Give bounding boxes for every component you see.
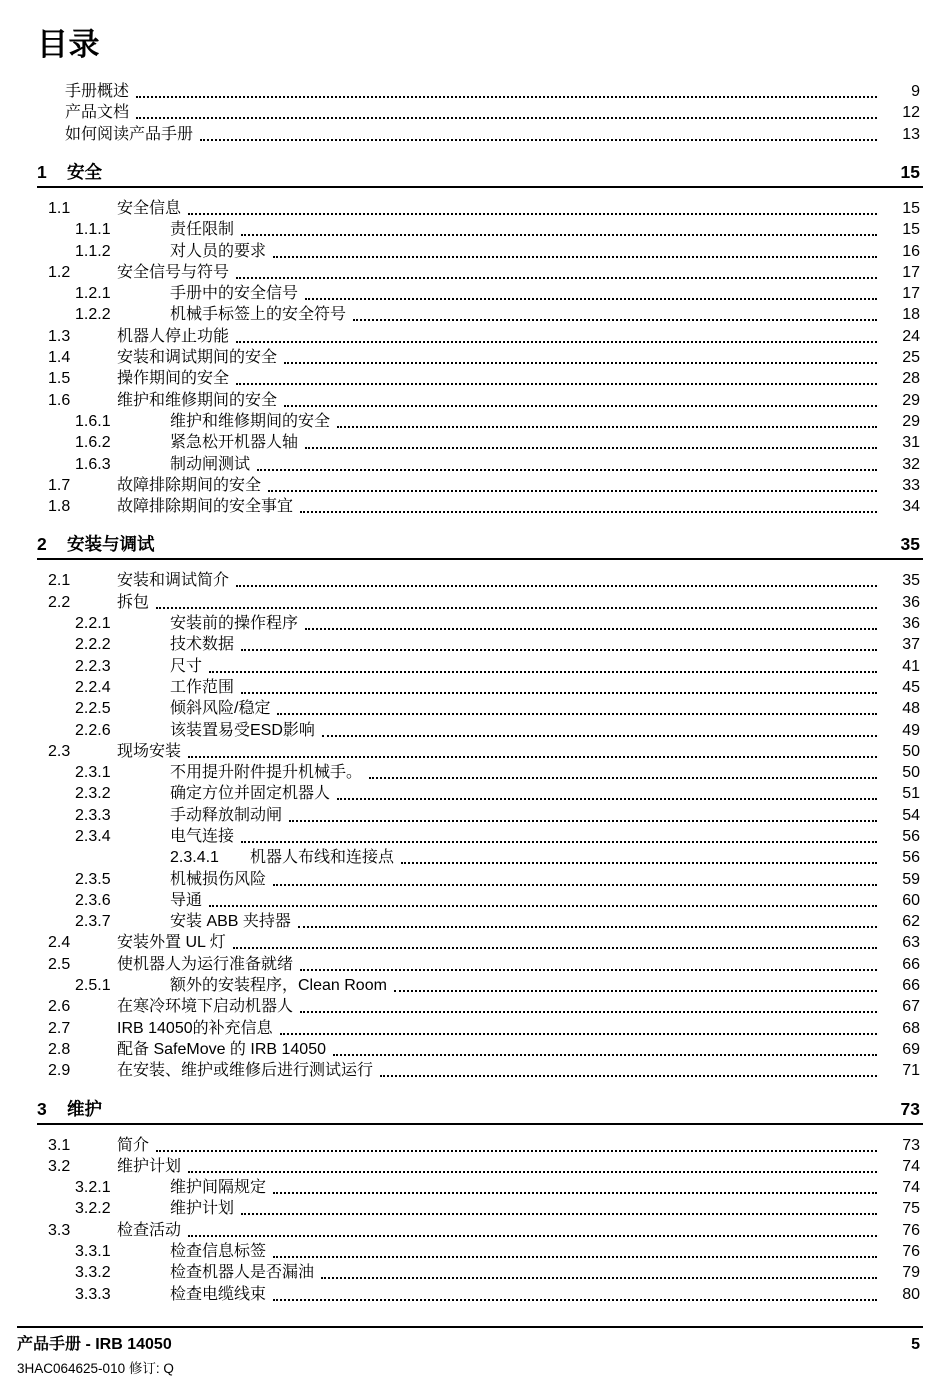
toc-entry	[0, 954, 950, 975]
dot-leader	[273, 1177, 877, 1194]
dot-leader	[241, 826, 877, 843]
entry-page: 51	[902, 785, 920, 803]
entry-number: 3.3.1	[75, 1243, 111, 1261]
entry-number: 2.8	[48, 1040, 71, 1058]
dot-leader	[209, 656, 877, 673]
toc-entry	[0, 1284, 950, 1305]
entry-page: 79	[902, 1264, 920, 1282]
entry-page: 50	[902, 742, 920, 760]
entry-page: 18	[902, 306, 920, 324]
chapter-title: 安全	[67, 161, 102, 182]
footer-page-number: 5	[911, 1336, 920, 1353]
toc-entry	[0, 634, 950, 655]
entry-page: 9	[911, 83, 920, 101]
toc-entry	[0, 1220, 950, 1241]
entry-page: 76	[902, 1243, 920, 1261]
toc-entry	[0, 996, 950, 1017]
entry-number: 2.3.5	[75, 870, 111, 888]
entry-title: 在寒冷环境下启动机器人	[117, 998, 294, 1016]
toc-entry	[0, 932, 950, 953]
entry-title: 导通	[170, 891, 203, 909]
entry-title: 产品文档	[65, 104, 130, 122]
chapter-entry-list	[0, 198, 950, 517]
toc-entry	[0, 241, 950, 262]
entry-page: 68	[902, 1019, 920, 1037]
entry-page: 17	[902, 263, 920, 281]
entry-number: 2.7	[48, 1019, 71, 1037]
entry-title: 如何阅读产品手册	[65, 125, 194, 143]
dot-leader	[236, 326, 877, 343]
toc-entry	[0, 890, 950, 911]
toc-entry	[0, 475, 950, 496]
entry-number: 1.5	[48, 370, 71, 388]
dot-leader	[233, 932, 877, 949]
entry-number: 1.2	[48, 263, 71, 281]
entry-number: 2.6	[48, 998, 71, 1016]
chapter-entry-list	[0, 1135, 950, 1305]
entry-title: 紧急松开机器人轴	[170, 434, 299, 452]
dot-leader	[273, 1284, 877, 1301]
entry-title: 安装外置 UL 灯	[117, 934, 226, 952]
dot-leader	[305, 432, 877, 449]
chapter-sections	[0, 161, 950, 1305]
entry-number: 1.8	[48, 498, 71, 516]
entry-page: 54	[902, 806, 920, 824]
dot-leader	[280, 1018, 877, 1035]
entry-title: 操作期间的安全	[117, 370, 230, 388]
entry-title: 拆包	[117, 593, 150, 611]
page-footer	[17, 1326, 923, 1376]
toc-entry	[0, 869, 950, 890]
toc-entry	[0, 656, 950, 677]
entry-title: 使机器人为运行准备就绪	[117, 955, 294, 973]
entry-title: 机器人停止功能	[117, 327, 230, 345]
entry-page: 15	[902, 221, 920, 239]
entry-title: 手册中的安全信号	[170, 285, 299, 303]
toc-entry	[0, 570, 950, 591]
entry-page: 48	[902, 700, 920, 718]
dot-leader	[289, 805, 877, 822]
dot-leader	[300, 954, 877, 971]
dot-leader	[136, 81, 877, 98]
entry-page: 69	[902, 1040, 920, 1058]
toc-entry	[0, 496, 950, 517]
dot-leader	[156, 1135, 877, 1152]
dot-leader	[305, 613, 877, 630]
entry-page: 49	[902, 721, 920, 739]
toc-entry	[0, 390, 950, 411]
entry-title: 该装置易受ESD影响	[170, 721, 315, 739]
chapter-number: 2	[37, 534, 47, 555]
dot-leader	[241, 677, 877, 694]
entry-number: 2.2.5	[75, 700, 111, 718]
entry-page: 66	[902, 977, 920, 995]
dot-leader	[188, 1156, 877, 1173]
entry-number: 2.9	[48, 1062, 71, 1080]
chapter-number: 1	[37, 161, 47, 182]
toc-entry	[0, 124, 950, 145]
entry-page: 56	[902, 849, 920, 867]
entry-title: 维护和维修期间的安全	[117, 391, 278, 409]
entry-title: 责任限制	[170, 221, 235, 239]
entry-page: 80	[902, 1285, 920, 1303]
entry-number: 2.2.3	[75, 657, 111, 675]
entry-page: 29	[902, 391, 920, 409]
entry-title: 电气连接	[170, 828, 235, 845]
toc-entry	[0, 283, 950, 304]
entry-page: 73	[902, 1136, 920, 1154]
entry-title: 检查电缆线束	[170, 1285, 267, 1303]
entry-title: 配备 SafeMove 的 IRB 14050	[117, 1040, 326, 1058]
dot-leader	[277, 698, 877, 715]
toc-entry	[0, 368, 950, 389]
entry-number: 1.2.2	[75, 306, 111, 324]
dot-leader	[188, 198, 877, 215]
entry-title: 安全信息	[117, 199, 182, 217]
entry-number: 1.2.1	[75, 285, 111, 303]
page-title: 目录	[37, 27, 100, 62]
entry-title: 维护间隔规定	[170, 1179, 267, 1197]
dot-leader	[380, 1060, 877, 1077]
entry-number: 3.1	[48, 1136, 71, 1154]
chapter-entry-list	[0, 570, 950, 1081]
entry-title: 尺寸	[170, 657, 203, 675]
toc-entry	[0, 262, 950, 283]
toc-entry	[0, 1198, 950, 1219]
entry-title: 检查信息标签	[170, 1243, 267, 1261]
toc-entry	[0, 975, 950, 996]
dot-leader	[273, 241, 877, 258]
dot-leader	[284, 390, 877, 407]
entry-page: 59	[902, 870, 920, 888]
entry-title: 检查活动	[117, 1221, 182, 1239]
chapter-page: 73	[900, 1098, 920, 1119]
dot-leader	[353, 304, 877, 321]
toc-entry	[0, 1018, 950, 1039]
dot-leader	[188, 741, 877, 758]
dot-leader	[333, 1039, 877, 1056]
entry-title: 机械手标签上的安全符号	[170, 306, 347, 324]
dot-leader	[321, 1262, 877, 1279]
dot-leader	[337, 411, 877, 428]
entry-title: 安装 ABB 夹持器	[170, 913, 291, 931]
toc-entry	[0, 805, 950, 826]
entry-page: 31	[902, 434, 920, 452]
toc-entry	[0, 613, 950, 634]
entry-number: 2.3.3	[75, 806, 111, 824]
chapter-section	[0, 1098, 950, 1305]
entry-title: 检查机器人是否漏油	[170, 1264, 315, 1282]
entry-number: 2.3	[48, 742, 71, 760]
entry-title: 不用提升附件提升机械手。	[170, 764, 363, 782]
chapter-heading	[37, 533, 923, 560]
entry-number: 2.2	[48, 593, 71, 611]
dot-leader	[241, 634, 877, 651]
entry-page: 33	[902, 476, 920, 494]
entry-page: 45	[902, 678, 920, 696]
entry-page: 67	[902, 998, 920, 1016]
dot-leader	[401, 847, 877, 864]
footer-document-id: 3HAC064625-010 修订: Q	[17, 1361, 174, 1376]
entry-title: 手动释放制动闸	[170, 806, 283, 824]
entry-number: 2.5	[48, 955, 71, 973]
entry-page: 56	[902, 828, 920, 845]
toc-entry	[0, 347, 950, 368]
entry-number: 2.5.1	[75, 977, 111, 995]
entry-number: 2.3.6	[75, 891, 111, 909]
dot-leader	[257, 454, 877, 471]
chapter-heading	[37, 1098, 923, 1125]
dot-leader	[369, 762, 877, 779]
dot-leader	[394, 975, 877, 992]
dot-leader	[300, 996, 877, 1013]
entry-title: 简介	[117, 1136, 150, 1154]
entry-number: 3.2.1	[75, 1179, 111, 1197]
entry-number: 2.2.2	[75, 636, 111, 654]
entry-page: 60	[902, 891, 920, 909]
dot-leader	[268, 475, 877, 492]
entry-page: 36	[902, 593, 920, 611]
chapter-title: 安装与调试	[67, 534, 155, 555]
entry-number: 1.4	[48, 349, 71, 367]
dot-leader	[273, 869, 877, 886]
entry-number: 2.2.1	[75, 615, 111, 633]
toc-entry	[0, 720, 950, 741]
entry-page: 36	[902, 615, 920, 633]
entry-number: 1.3	[48, 327, 71, 345]
dot-leader	[273, 1241, 877, 1258]
entry-title: 确定方位并固定机器人	[170, 785, 331, 803]
entry-page: 50	[902, 764, 920, 782]
entry-number: 2.3.1	[75, 764, 111, 782]
chapter-section	[0, 533, 950, 1081]
toc-entry	[0, 454, 950, 475]
entry-page: 34	[902, 498, 920, 516]
entry-number: 2.4	[48, 934, 71, 952]
entry-title: 安全信号与符号	[117, 263, 230, 281]
entry-title: 维护计划	[117, 1157, 182, 1175]
entry-number: 2.1	[48, 572, 71, 590]
toc-entry	[0, 592, 950, 613]
dot-leader	[337, 783, 877, 800]
chapter-page: 15	[900, 161, 920, 182]
entry-page: 29	[902, 412, 920, 430]
entry-number: 1.7	[48, 476, 71, 494]
toc-entry	[0, 304, 950, 325]
toc-entry	[0, 198, 950, 219]
entry-page: 62	[902, 913, 920, 931]
entry-number: 1.1	[48, 199, 71, 217]
toc-entry	[0, 102, 950, 123]
entry-title: 机械损伤风险	[170, 870, 267, 888]
chapter-number: 3	[37, 1098, 47, 1119]
entry-page: 71	[902, 1062, 920, 1080]
toc-entry	[0, 1262, 950, 1283]
dot-leader	[241, 219, 877, 236]
toc-entry	[0, 219, 950, 240]
toc-entry	[0, 411, 950, 432]
entry-page: 12	[902, 104, 920, 122]
entry-number: 2.3.2	[75, 785, 111, 803]
entry-number: 2.3.4.1	[170, 849, 219, 867]
toc-entry	[0, 826, 950, 847]
entry-page: 13	[902, 125, 920, 143]
entry-page: 35	[902, 572, 920, 590]
chapter-title: 维护	[67, 1098, 102, 1119]
dot-leader	[300, 496, 877, 513]
entry-page: 74	[902, 1157, 920, 1175]
entry-number: 2.3.4	[75, 828, 111, 845]
entry-title: 对人员的要求	[170, 242, 267, 260]
entry-title: 技术数据	[170, 636, 235, 654]
entry-page: 37	[902, 636, 920, 654]
dot-leader	[241, 1198, 877, 1215]
entry-page: 63	[902, 934, 920, 952]
entry-page: 25	[902, 349, 920, 367]
entry-number: 3.3.2	[75, 1264, 111, 1282]
entry-page: 41	[902, 657, 920, 675]
toc-entry	[0, 1177, 950, 1198]
entry-number: 1.6.1	[75, 412, 111, 430]
entry-title: 额外的安装程序，Clean Room	[170, 977, 387, 995]
dot-leader	[305, 283, 877, 300]
toc-entry	[0, 1156, 950, 1177]
entry-title: 在安装、维护或维修后进行测试运行	[117, 1062, 374, 1080]
toc-entry	[0, 741, 950, 762]
entry-number: 3.2.2	[75, 1200, 111, 1218]
entry-page: 66	[902, 955, 920, 973]
footer-main-row	[17, 1336, 923, 1354]
toc-entry	[0, 677, 950, 698]
entry-title: 维护和维修期间的安全	[170, 412, 331, 430]
toc-entry	[0, 783, 950, 804]
entry-number: 1.6.3	[75, 455, 111, 473]
entry-title: 机器人布线和连接点	[250, 849, 395, 867]
entry-title: 维护计划	[170, 1200, 235, 1218]
entry-page: 24	[902, 327, 920, 345]
toc-entry	[0, 1060, 950, 1081]
entry-number: 3.3.3	[75, 1285, 111, 1303]
dot-leader	[236, 262, 877, 279]
toc-entry	[0, 762, 950, 783]
entry-page: 17	[902, 285, 920, 303]
dot-leader	[284, 347, 877, 364]
entry-title: IRB 14050的补充信息	[117, 1019, 273, 1037]
entry-number: 3.2	[48, 1157, 71, 1175]
entry-number: 1.1.2	[75, 242, 111, 260]
entry-number: 2.2.6	[75, 721, 111, 739]
dot-leader	[298, 911, 877, 928]
toc-entry	[0, 698, 950, 719]
entry-title: 倾斜风险/稳定	[170, 700, 271, 718]
toc-entry	[0, 432, 950, 453]
entry-number: 3.3	[48, 1221, 71, 1239]
toc-entry	[0, 81, 950, 102]
dot-leader	[156, 592, 877, 609]
dot-leader	[136, 102, 877, 119]
entry-title: 故障排除期间的安全	[117, 476, 262, 494]
chapter-heading	[37, 161, 923, 188]
entry-number: 1.1.1	[75, 221, 111, 239]
toc-entry	[0, 1039, 950, 1060]
toc-entry	[0, 847, 950, 868]
entry-title: 制动闸测试	[170, 455, 251, 473]
toc-entry	[0, 1241, 950, 1262]
entry-page: 16	[902, 242, 920, 260]
dot-leader	[322, 720, 877, 737]
dot-leader	[209, 890, 877, 907]
entry-number: 1.6.2	[75, 434, 111, 452]
dot-leader	[236, 368, 877, 385]
toc-entry	[0, 1135, 950, 1156]
entry-page: 15	[902, 199, 920, 217]
toc-entry	[0, 326, 950, 347]
entry-title: 安装和调试简介	[117, 572, 230, 590]
entry-page: 75	[902, 1200, 920, 1218]
entry-title: 安装和调试期间的安全	[117, 349, 278, 367]
entry-page: 32	[902, 455, 920, 473]
entry-number: 1.6	[48, 391, 71, 409]
entry-page: 76	[902, 1221, 920, 1239]
dot-leader	[236, 570, 877, 587]
dot-leader	[188, 1220, 877, 1237]
entry-title: 故障排除期间的安全事宜	[117, 498, 294, 516]
entry-title: 工作范围	[170, 678, 235, 696]
chapter-page: 35	[900, 534, 920, 555]
entry-number: 2.3.7	[75, 913, 111, 931]
entry-title: 安装前的操作程序	[170, 615, 299, 633]
entry-title: 手册概述	[65, 83, 130, 101]
front-matter-list	[0, 81, 950, 145]
dot-leader	[200, 124, 877, 141]
chapter-section	[0, 161, 950, 517]
entry-number: 2.2.4	[75, 678, 111, 696]
entry-page: 74	[902, 1179, 920, 1197]
entry-title: 现场安装	[117, 742, 182, 760]
footer-document-title: 产品手册 - IRB 14050	[17, 1336, 172, 1353]
toc-entry	[0, 911, 950, 932]
entry-page: 28	[902, 370, 920, 388]
